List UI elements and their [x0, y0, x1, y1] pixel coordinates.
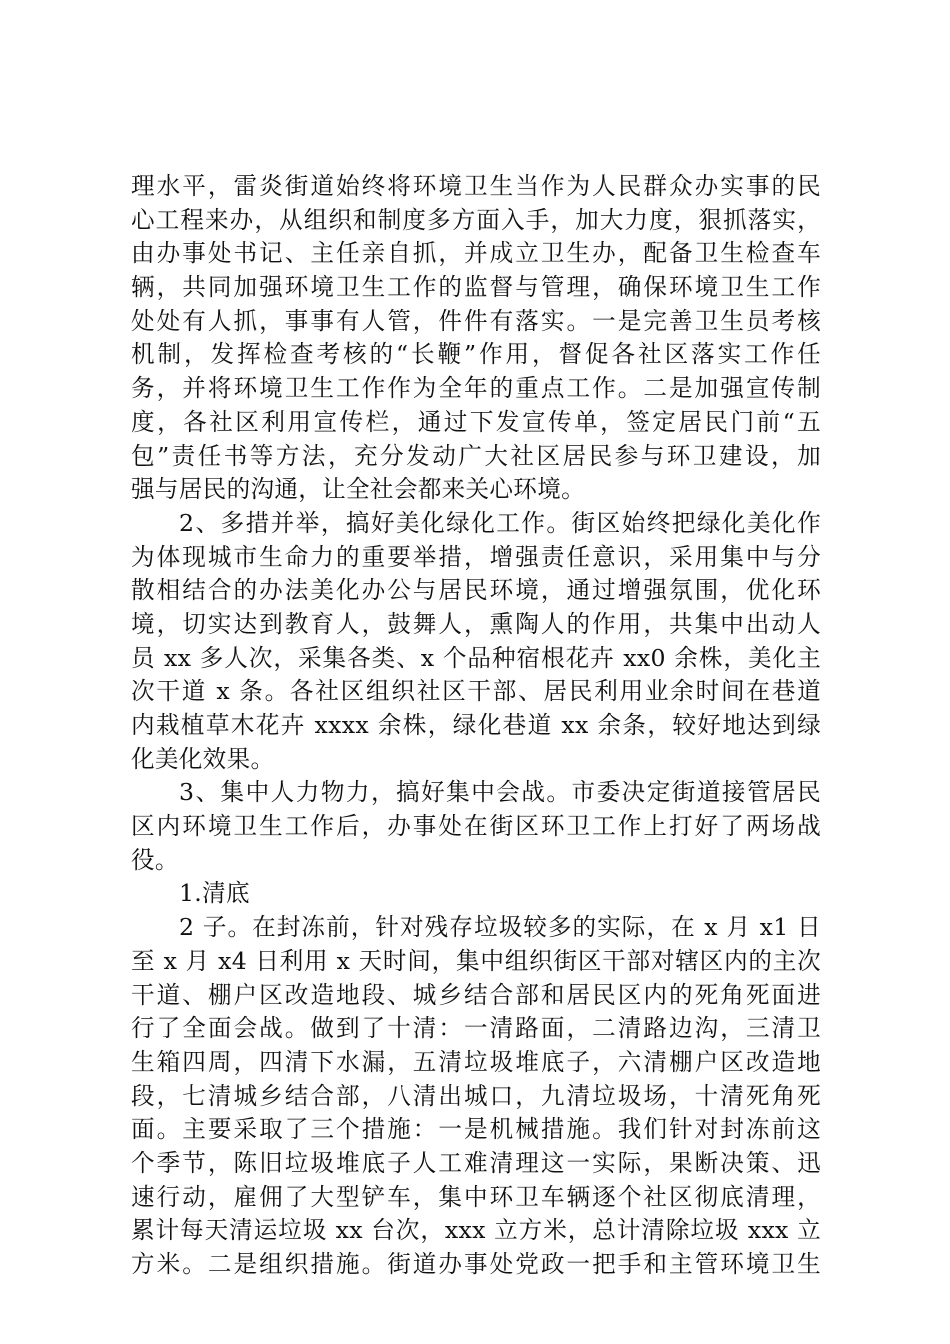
text-line: 方米。二是组织措施。街道办事处党政一把手和主管环境卫生	[131, 1250, 821, 1278]
text-line: 处处有人抓，事事有人管，件件有落实。一是完善卫生员考核	[131, 306, 821, 335]
text-line: 面。主要采取了三个措施：一是机械措施。我们针对封冻前这	[131, 1115, 821, 1144]
text-line: 为体现城市生命力的重要举措，增强责任意识，采用集中与分	[131, 542, 821, 571]
text-line: 化美化效果。	[131, 744, 275, 773]
text-line: 包”责任书等方法，充分发动广大社区居民参与环卫建设，加	[131, 441, 821, 470]
text-line: 1.清底	[179, 879, 250, 908]
text-line: 务，并将环境卫生工作作为全年的重点工作。二是加强宣传制	[131, 374, 821, 403]
text-line: 内栽植草木花卉 xxxx 余株，绿化巷道 xx 余条，较好地达到绿	[131, 711, 821, 739]
text-line: 区内环境卫生工作后，办事处在街区环卫工作上打好了两场战	[131, 812, 821, 841]
text-line: 强与居民的沟通，让全社会都来关心环境。	[131, 475, 585, 504]
text-line: 次干道 x 条。各社区组织社区干部、居民利用业余时间在巷道	[131, 677, 821, 706]
text-line: 累计每天清运垃圾 xx 台次，xxx 立方米，总计清除垃圾 xxx 立	[131, 1216, 821, 1245]
text-line: 行了全面会战。做到了十清：一清路面，二清路边沟，三清卫	[131, 1014, 821, 1043]
body-text	[131, 170, 821, 1282]
text-line: 度，各社区利用宣传栏，通过下发宣传单，签定居民门前“五	[131, 407, 821, 436]
text-line: 速行动，雇佣了大型铲车，集中环卫车辆逐个社区彻底清理，	[131, 1182, 821, 1211]
text-line: 段，七清城乡结合部，八清出城口，九清垃圾场，十清死角死	[131, 1081, 821, 1110]
text-line: 2、多措并举，搞好美化绿化工作。街区始终把绿化美化作	[179, 508, 821, 537]
text-line: 干道、棚户区改造地段、城乡结合部和居民区内的死角死面进	[131, 980, 821, 1009]
text-line: 境，切实达到教育人，鼓舞人，熏陶人的作用，共集中出动人	[131, 609, 821, 638]
text-line: 生箱四周，四清下水漏，五清垃圾堆底子，六清棚户区改造地	[131, 1047, 821, 1076]
text-line: 心工程来办，从组织和制度多方面入手，加大力度，狠抓落实，	[131, 205, 821, 234]
text-line: 理水平，雷炎街道始终将环境卫生当作为人民群众办实事的民	[131, 172, 821, 200]
text-line: 员 xx 多人次，采集各类、x 个品种宿根花卉 xx0 余株，美化主	[131, 643, 821, 672]
text-line: 个季节，陈旧垃圾堆底子人工难清理这一实际，果断决策、迅	[131, 1148, 821, 1177]
text-line: 辆，共同加强环境卫生工作的监督与管理，确保环境卫生工作	[131, 273, 821, 302]
text-line: 3、集中人力物力，搞好集中会战。市委决定街道接管居民	[179, 778, 821, 807]
text-line: 至 x 月 x4 日利用 x 天时间，集中组织街区干部对辖区内的主次	[131, 946, 821, 975]
text-line: 散相结合的办法美化办公与居民环境，通过增强氛围，优化环	[131, 576, 821, 605]
text-line: 由办事处书记、主任亲自抓，并成立卫生办，配备卫生检查车	[131, 239, 821, 268]
text-line: 2 子。在封冻前，针对残存垃圾较多的实际，在 x 月 x1 日	[179, 913, 821, 942]
text-line: 机制，发挥检查考核的“长鞭”作用，督促各社区落实工作任	[131, 340, 821, 369]
text-line: 役。	[131, 845, 179, 874]
